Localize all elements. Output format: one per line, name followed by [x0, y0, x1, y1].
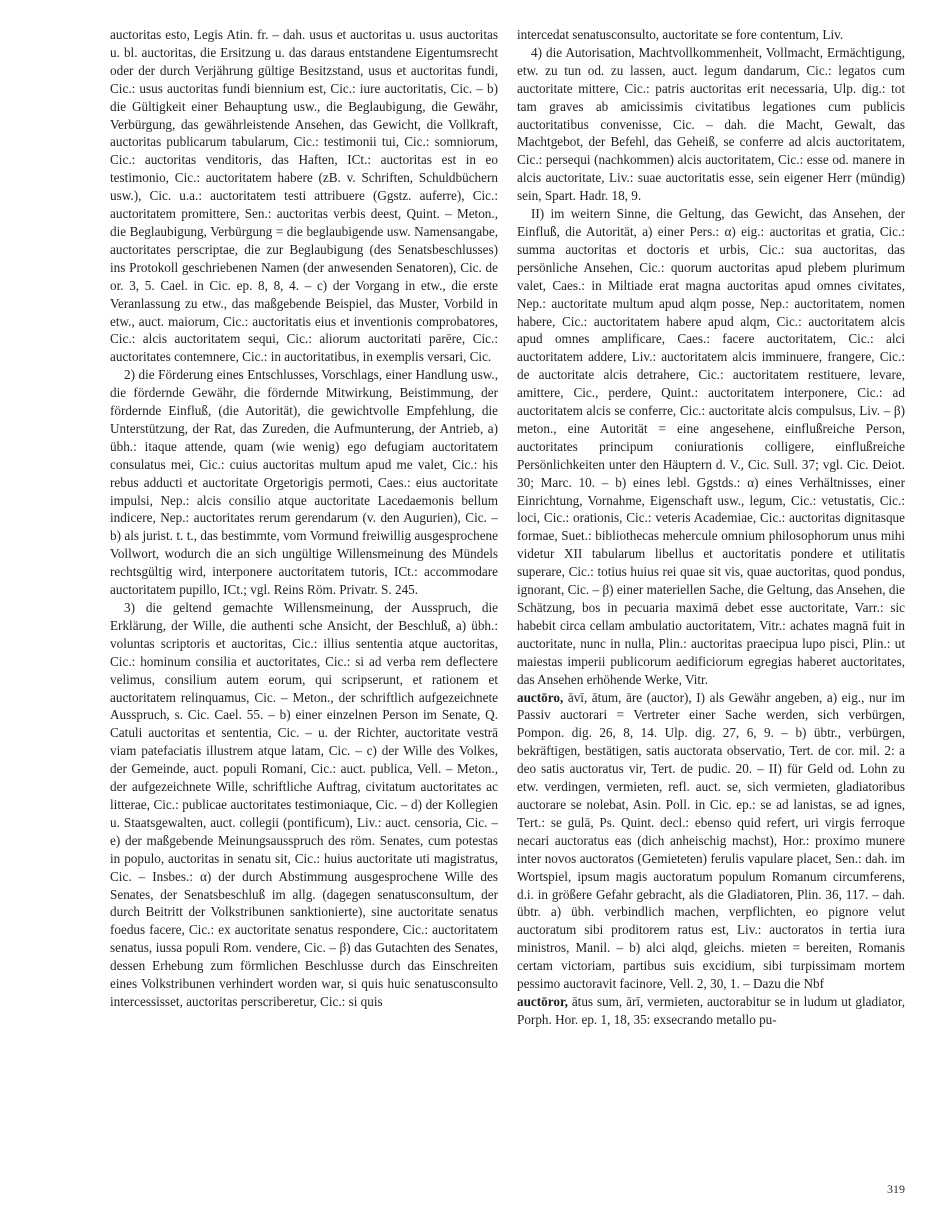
left-column	[110, 26, 498, 1178]
entry-paragraph: 4) die Autorisation, Machtvollkommenheit, Vollmacht, Ermächtigung, etw. zu tun od. zu lassen, auct. legum dandarum, Cic.: legatos cum auctoritate mittere, Cic.: patris auctoritas erit necessaria, Ulp. dig.: tot tam graves ab amicissimis civitatibus legationes cum publicis auctoritatibus convenisse, Cic. – dah. die Macht, Gewalt, das Machtgebot, der Befehl, das Geheiß, se conferre ad alcis auctoritatem, Cic.: persequi (nachkommen) alcis auctoritatem, Cic.: esse od. manere in alcis auctoritate, Liv.: suae auctoritatis esse, sein eigener Herr (mündig) sein, Spart. Hadr. 18, 9.	[517, 44, 905, 204]
entry-paragraph: II) im weitern Sinne, die Geltung, das Gewicht, das Ansehen, der Einfluß, die Autorität, a) einer Pers.: α) eig.: auctoritas et gratia, Cic.: summa auctoritas et doctoris et urbis, Cic.: sua auctoritas, das persönliche Ansehen, Cic.: quorum auctoritas apud plebem plurimum valet, Caes.: in Miltiade erat magna auctoritas apud omnes civitates, Nep.: auctoritate multum apud alqm posse, Nep.: auctoritatem, nomen habere, Cic.: auctoritatem habere apud alqm, Cic.: auctoritatem alcis apud omnes amplificare, Caes.: facere auctoritatem, Cic.: alci auctoritatem addere, Liv.: auctoritatem alcis imminuere, frangere, Cic.: de auctoritate alcis detrahere, Cic.: auctoritatem restituere, levare, amittere, Cic., perdere, Quint.: auctoritatem interponere, Cic.: ad auctoritatem alcis se conferre, Cic.: auctoritate alcis compulsus, Liv. – β) meton., eine Autorität = eine angesehene, einflußreiche Person, auctoritates principum coniurationis colligere, einflußreiche Persönlichkeiten unter den Häuptern d. V., Cic. Sull. 37; vgl. Cic. Deiot. 30; Marc. 10. – b) eines lebl. Ggstds.: α) eines Verhältnisses, einer Einrichtung, Vornahme, Eigenschaft usw., legum, Cic.: vetustatis, Cic.: loci, Cic.: orationis, Cic.: veteris Academiae, Cic.: auctoritas dignitasque formae, Suet.: bibliothecas mehercule omnium philosophorum unus mihi videtur XII tabularum libellus et auctoritatis pondere et utilitatis superare, Cic.: totius huius rei quae sit vis, quae auctoritas, quod pondus, ignorant, Cic. – β) einer materiellen Sache, die Geltung, das Ansehen, die Schätzung, bos in pecuaria maximā debet esse auctoritate, Varr.: sic habebit circa cellam ambulatio auctoritatem, Vitr.: achates magnā fuit in auctoritate, nunc in nulla, Plin.: auctoritas praecipua lupo pisci, Plin.: ut maiestas imperii publicorum aedificiorum egregias haberet auctoritates, das Ansehen erhöhende Werke, Vitr.	[517, 206, 905, 687]
page-number: 319	[887, 1182, 905, 1196]
headword: auctōror,	[517, 993, 568, 1009]
entry-body: āvī, ātum, āre (auctor), I) als Gewähr angeben, a) eig., nur im Passiv auctorari = Vertreter einer Sache werden, sich verbürgen, Pompon. dig. 26, 8, 14. Ulp. dig. 27, 6, 9. – b) übtr., verbürgen, bekräftigen, bestätigen, satis auctorata observatio, Tert. de cor. mil. 2: a deo satis auctoratus vir, Tert. de pudic. 20. – II) für Geld od. Lohn zu etw. verdingen, vermieten, refl. auct. se, sich vermieten, gladiatoribus auctorare se nolebat, Asin. Poll. in Cic. ep.: se ad lanistas, se ad ignes, Tert.: se gulā, Ps. Quint. decl.: ebenso quid refert, uri virgis ferroque necari auctoratus eas (dich anheischig machst), Hor.: proximo munere inter novos auctoratos (Gemieteten) ferulis vapulare placet, Sen.: dah. im Wortspiel, ipsum magis auctoratum populum Romanum circumferens, d.i. in größere Gefahr gebracht, als die Gladiatoren, Plin. 36, 117. – dah. übtr. a) übh. verbindlich machen, verpflichten, eo pignore velut auctoratum sibi proditorem ratus est, Liv.: auctoratos in tertia iura ministros, Manil. – b) alci alqd, gleichs. mieten = bereiten, Romanis certam victoriam, partibus suis excidium, sibi turpissimam mortem pessimo auctoravit facinore, Vell. 2, 30, 1. – Dazu die Nbf	[517, 689, 905, 992]
entry-body: ātus sum, ārī, vermieten, auctorabitur se in ludum ut gladiator, Porph. Hor. ep. 1, 18, 35: exsecrando metallo pu-	[517, 993, 905, 1027]
dictionary-entry	[517, 993, 905, 1029]
right-column	[517, 26, 905, 1178]
entry-paragraph: intercedat senatusconsulto, auctoritate se fore contentum, Liv.	[517, 27, 844, 42]
dictionary-entry	[517, 689, 905, 993]
entry-paragraph: 2) die Förderung eines Entschlusses, Vorschlags, einer Handlung usw., die fördernde Gewähr, die fördernde Mitwirkung, Beistimmung, der fördernde Einfluß, (die Autorität), die gewichtvolle Empfehlung, die Unterstützung, der Rat, das Zureden, die Aufmunterung, der Antrieb, a) übh.: itaque attende, quam (wie wenig) ego defugiam auctoritatem consulatus mei, Cic.: cuius auctoritas multum apud me valet, Cic.: his rebus adducti et auctoritate Orgetorigis permoti, Caes.: eius auctoritate impulsi, Nep.: alcis consilio atque auctoritate Lacedaemonis bellum indicere, Nep.: auctoritates rerum gerendarum (v. den Augurien), Cic. – b) als jurist. t. t., das bestimmte, vom Vormund freiwillig ausgesprochene Vollwort, wodurch die an sich ungültige Willensmeinung des Mündels rechtsgültig wird, interponere auctoritatem tutoris, ICt.: accommodare auctoritatem pupillo, ICt.; vgl. Reins Röm. Privatr. S. 245.	[110, 367, 498, 598]
headword: auctōro,	[517, 689, 564, 705]
entry-paragraph: 3) die geltend gemachte Willensmeinung, der Ausspruch, die Erklärung, der Wille, die authenti sche Ansicht, der Beschluß, a) übh.: voluntas scriptoris et auctoritas, Cic.: illius sententia atque auctoritas, Cic.: hominum consilia et auctoritates, Cic.: si ad verba rem deflectere velimus, consilium autem eorum, qui scripserunt, et rationem et auctoritatem relinquamus, Cic. – Meton., der schriftlich aufgezeichnete Ausspruch, s. Cic. Cael. 55. – b) einer einzelnen Person im Senate, Q. Catuli auctoritas et sententia, Cic. – u. der Richter, auctoritate vestrā viam patefaciatis illustrem atque latam, Cic. – c) der Wille des Volkes, der Gemeinde, auct. populi Romani, Cic.: auct. publica, Vell. – Meton., der aufgezeichnete Wille, schriftliche Auftrag, civitatum auctoritates ac litterae, Cic.: publicae auctoritates testimoniaque, Cic. – d) der Kollegien u. Staatsgewalten, auct. collegii (pontificum), Liv.: auct. censoria, Cic. – e) der maßgebende Meinungsausspruch des röm. Senates, cum potestas in populo, auctoritas in senatu sit, Cic.: huius auctoritate uti magistratus, Cic. – Insbes.: α) der durch Abstimmung ausgesprochene Wille des Senates, der Senatsbeschluß im allg. (dagegen senatusconsultum, der durch Beitritt der Volkstribunen sanktionierte), sine auctoritate senatus foedus facere, Cic.: ex auctoritate senatus respondere, Cic.: auctoritatem senatus, iussa populi Rom. vendere, Cic. – β) das Gutachten des Senates, dessen Erhebung zum förmlichen Beschlusse durch das Einschreiten eines Volkstribunen verhindert worden war, si quis huic senatusconsulto intercessisset, auctoritas perscriberetur, Cic.: si quis	[110, 600, 498, 1009]
entry-paragraph: auctoritas esto, Legis Atin. fr. – dah. usus et auctoritas u. usus auctoritas u. bl. auctoritas, die Ersitzung u. das daraus entstandene Eigentumsrecht oder der durch Verjährung gültige Besitzstand, usus et auctoritas fundi, Cic.: usus auctoritas fundi biennium est, Cic.: iure auctoritatis, Cic. – b) die Gültigkeit einer Behauptung usw., die Beglaubigung, die Gewähr, Verbürgung, das gewährleistende Ansehen, das Gewicht, die Vollkraft, auctoritas publicarum tabularum, Cic.: testimonii tui, Cic.: somniorum, Cic.: auctoritas venditoris, das Haften, ICt.: auctoritas est in eo testimonio, Cic.: auctoritatem habere (zB. v. Schriften, Schuldbüchern usw.), Cic. u.a.: auctoritatem testi attribuere (Ggstz. auferre), Cic.: auctoritatem promittere, Sen.: auctoritas verbis deest, Quint. – Meton., die Beglaubigung, Verbürgung = die beglaubigende usw. Namensangabe, auctoritates perscriptae, die zur Beglaubigung (des Senatsbeschlusses) ins Protokoll geschriebenen Namen (der anwesenden Senatoren), Cic. de or. 3, 5. Cael. in Cic. ep. 8, 8, 4. – c) der Vorgang in etw., die erste Veranlassung zu etw., das maßgebende Beispiel, das Muster, Vorbild in etw., auct. maiorum, Cic.: auctoritatis eius et inventionis comprobatores, Cic.: alcis auctoritatem sequi, Cic.: aliorum auctoritati parēre, Cic.: auctoritates contemnere, Cic.: in auctoritatibus, in exemplis versari, Cic.	[110, 27, 498, 365]
